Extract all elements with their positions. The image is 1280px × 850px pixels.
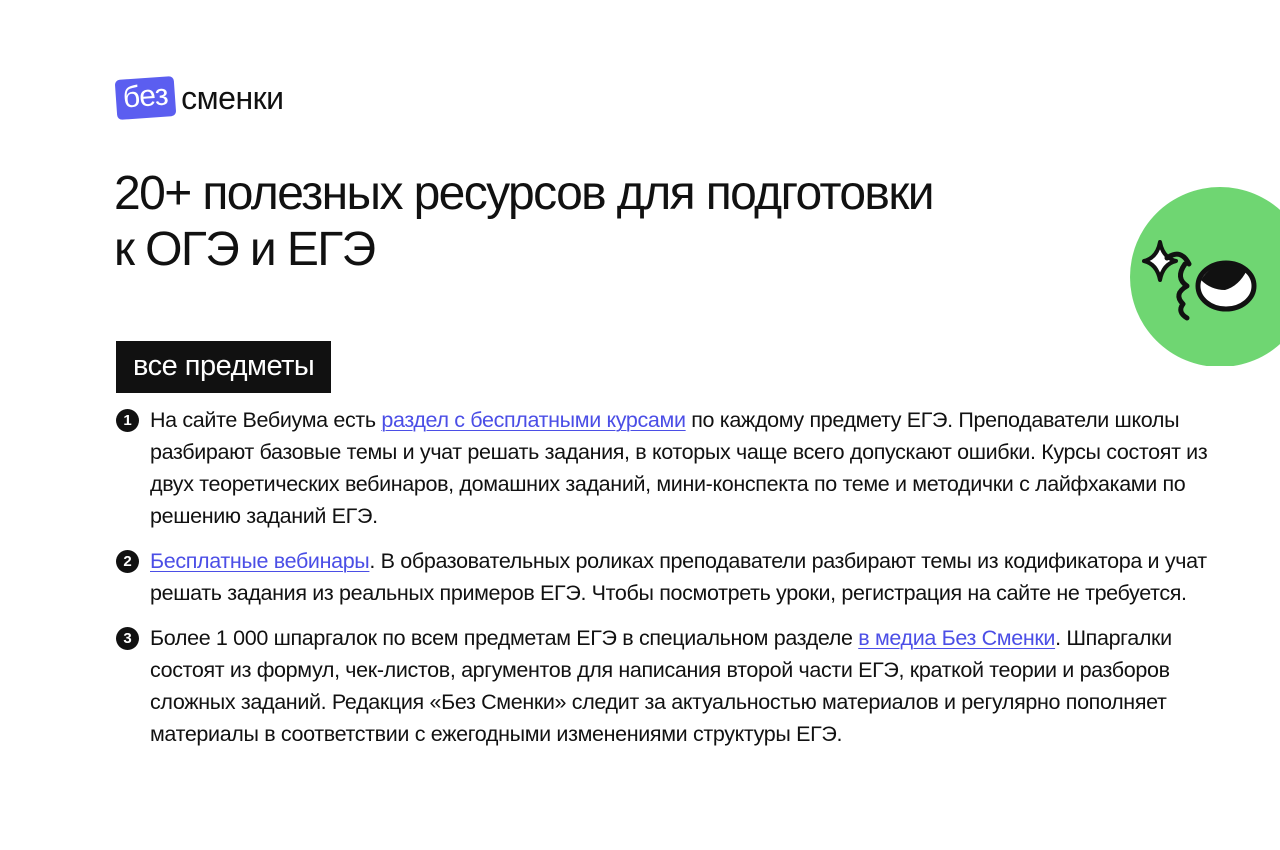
item-text-before: На сайте Вебиума есть <box>150 408 382 432</box>
item-text-after: по каждому предмету ЕГЭ. Преподаватели школы разбирают базовые темы и учат решать задания, в которых чаще всего допускают ошибки. Курсы состоят из двух теоретических вебинаров, домашних заданий, мини-конспекта по теме и методички с лайфхаками по решению заданий ЕГЭ. <box>150 408 1208 528</box>
subject-tag: все предметы <box>116 341 331 393</box>
title-line-1: 20+ полезных ресурсов для подготовки <box>114 167 933 220</box>
logo-box: без <box>115 76 177 120</box>
page-title <box>114 166 1094 278</box>
resource-list <box>116 404 1226 763</box>
winking-face-icon <box>1129 186 1280 366</box>
list-item <box>116 404 1226 532</box>
title-line-2: к ОГЭ и ЕГЭ <box>114 223 375 276</box>
number-badge: 1 <box>116 409 139 432</box>
free-webinars-link[interactable]: Бесплатные вебинары <box>150 549 370 573</box>
logo[interactable] <box>116 78 283 118</box>
list-item <box>116 622 1226 750</box>
item-text-before: Более 1 000 шпаргалок по всем предметам ЕГЭ в специальном разделе <box>150 626 859 650</box>
item-text-after: . В образовательных роликах преподаватели разбирают темы из кодификатора и учат решать задания из реальных примеров ЕГЭ. Чтобы посмотреть уроки, регистрация на сайте не требуется. <box>150 549 1207 605</box>
number-badge: 3 <box>116 627 139 650</box>
list-item <box>116 545 1226 609</box>
media-link[interactable]: в медиа Без Сменки <box>858 626 1056 650</box>
item-text-after: . Шпаргалки состоят из формул, чек-листов, аргументов для написания второй части ЕГЭ, краткой теории и разборов сложных заданий. Редакция «Без Сменки» следит за актуальностью материалов и регулярно пополняет материалы в соответствии с ежегодными изменениями структуры ЕГЭ. <box>150 626 1172 746</box>
logo-word: сменки <box>181 80 284 116</box>
number-badge: 2 <box>116 550 139 573</box>
free-courses-link[interactable]: раздел с бесплатными курсами <box>381 408 686 432</box>
